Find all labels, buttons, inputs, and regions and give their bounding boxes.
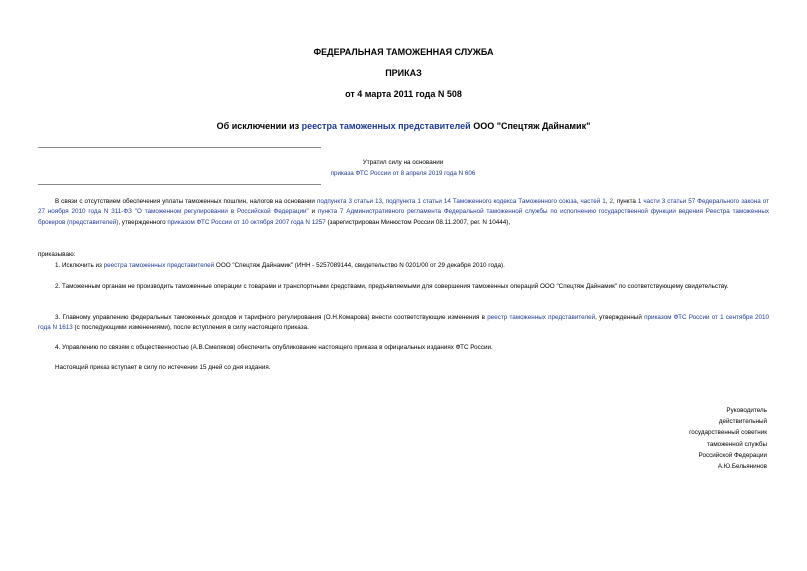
effective-clause: Настоящий приказ вступает в силу по истечении 15 дней со дня издания. xyxy=(55,364,271,371)
law-link[interactable]: приказом ФТС России от 10 октября 2007 года N 1257 xyxy=(167,218,326,226)
intro-text: и xyxy=(308,208,318,216)
agency-heading: ФЕДЕРАЛЬНАЯ ТАМОЖЕННАЯ СЛУЖБА xyxy=(313,47,494,57)
law-link[interactable]: подпункта 3 статьи 13 xyxy=(316,198,383,205)
law-link[interactable]: частей 1 xyxy=(580,198,606,205)
clause-3 xyxy=(38,313,769,334)
repeal-note-text: Утратил силу на основании xyxy=(362,159,444,166)
signature-line: государственный советник xyxy=(689,429,767,437)
intro-text: , пункта xyxy=(613,198,638,205)
title-registry-link[interactable]: реестра таможенных представителей xyxy=(301,121,471,131)
signature-line: таможенной службы xyxy=(707,440,767,448)
intro-paragraph xyxy=(38,197,769,228)
registry-link[interactable]: реестра таможенных представителей xyxy=(103,262,215,269)
clause-4 xyxy=(38,343,769,353)
intro-text: , xyxy=(605,198,610,205)
order-1613-link[interactable]: приказом ФТС России от 1 сентября 2010 года N 1613 xyxy=(38,314,769,332)
clause-text: ООО "Спецтяж Дайнамик" (ИНН - 5257089144, свидетельство N 0201/00 от 29 декабря 2010 года). xyxy=(214,262,505,269)
repeal-note xyxy=(300,157,506,179)
clause-text: 1. Исключить из xyxy=(55,262,104,269)
signature-line: Руководитель xyxy=(726,407,767,414)
signature-block xyxy=(567,405,767,472)
intro-text: В связи с отсутствием обеспечения уплаты таможенных пошлин, налогов на основании xyxy=(55,198,317,205)
clause-text: 3. Главному управлению федеральных таможенных доходов и тарифного регулирования (О.Н.Комарова) внести соответствующие изменения в xyxy=(55,314,488,321)
intro-text: (зарегистрирован Минюстом России 08.11.2007, рег. N 10444), xyxy=(325,218,511,226)
clause-1 xyxy=(38,261,769,271)
intro-text: , xyxy=(382,198,386,205)
law-link[interactable]: пункта 7 Административного регламента Федеральной таможенной службы по исполнению государственной функции ведения Реестра таможенных брокеров (представителей) xyxy=(38,208,769,226)
order-word: приказываю: xyxy=(38,251,76,258)
clause-text: 2. Таможенным органам не производить таможенные операции с товарами и транспортными средствами, предъявляемыми для совершения таможенных операций ООО "Спецтяж Дайнамик" по соответствующему свидетельству. xyxy=(55,283,729,290)
date-number-heading: от 4 марта 2011 года N 508 xyxy=(345,89,462,99)
repeal-order-link[interactable]: приказа ФТС России от 8 апреля 2019 года N 606 xyxy=(330,170,476,177)
law-link[interactable]: подпункта 1 статьи 14 Таможенного кодекса Таможенного союза xyxy=(385,198,577,205)
law-link[interactable]: 2 xyxy=(609,198,614,205)
clause-text: , утвержденный xyxy=(595,314,645,321)
intro-text: , утвержденного xyxy=(118,218,168,226)
title-suffix: ООО "Спецтяж Дайнамик" xyxy=(470,121,591,131)
clause-text: 4. Управлению по связям с общественностью (А.В.Смеляков) обеспечить опубликование настоящего приказа в официальных изданиях ФТС России. xyxy=(55,344,493,351)
intro-text: , xyxy=(576,198,581,205)
law-link[interactable]: 1 части 3 статьи 57 Федерального закона от 27 ноября 2010 года N 311-ФЗ "О таможенном регулировании в Российской Федерации" xyxy=(38,198,770,216)
clause-2 xyxy=(38,282,769,292)
doc-type-heading: ПРИКАЗ xyxy=(385,68,422,78)
signatory-name: А.Ю.Бельянинов xyxy=(717,463,767,471)
signature-line: действительный xyxy=(718,418,767,426)
clause-text: (с последующими изменениями), после вступления в силу настоящего приказа. xyxy=(72,324,309,332)
signature-line: Российской Федерации xyxy=(698,451,767,459)
document-title xyxy=(0,121,807,131)
title-prefix: Об исключении из xyxy=(216,121,302,131)
top-divider xyxy=(38,147,321,148)
registry-link[interactable]: реестр таможенных представителей xyxy=(487,314,596,321)
bottom-divider xyxy=(38,184,321,185)
